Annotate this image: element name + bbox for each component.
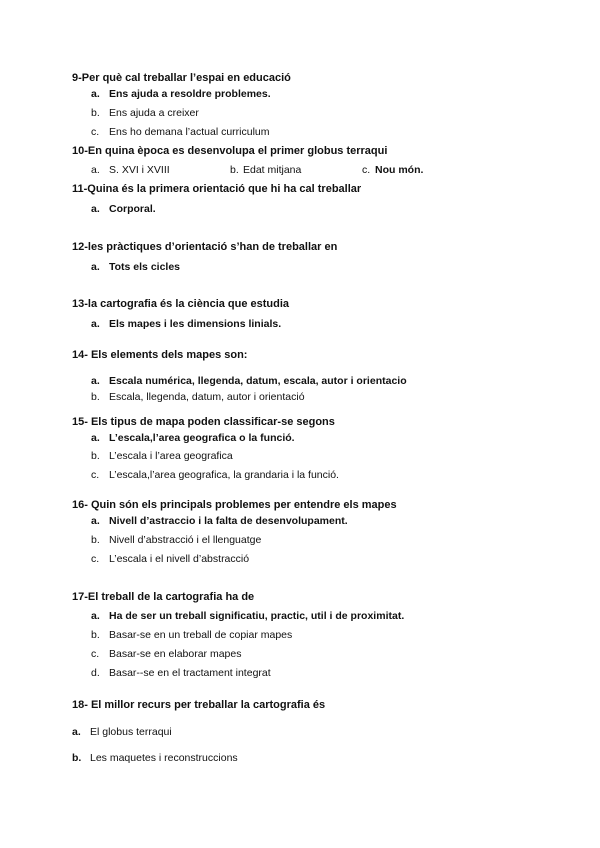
question-10-title: 10-En quina època es desenvolupa el primer globus terraqui — [72, 145, 388, 157]
question-17-option-a: a. Ha de ser un treball significatiu, practic, util i de proximitat. — [91, 610, 405, 622]
question-14-option-a: a. Escala numérica, llegenda, datum, escala, autor i orientacio — [91, 375, 407, 387]
question-9-option-b: b. Ens ajuda a creixer — [91, 107, 199, 119]
question-15-option-c: c. L’escala,l’area geografica, la grandaria i la funció. — [91, 469, 339, 481]
question-16-option-c: c. L’escala i el nivell d’abstracció — [91, 553, 250, 565]
question-18-option-b: b. Les maquetes i reconstruccions — [72, 752, 238, 764]
question-9-option-c: c. Ens ho demana l’actual curriculum — [91, 126, 270, 138]
question-14-title: 14- Els elements dels mapes son: — [72, 349, 248, 361]
question-10-option-b: b. Edat mitjana — [230, 164, 302, 176]
question-12-title: 12-les pràctiques d’orientació s’han de treballar en — [72, 241, 338, 253]
question-11-option-a: a. Corporal. — [91, 203, 156, 215]
question-12-option-a: a. Tots els cicles — [91, 261, 181, 273]
question-16-option-a: a. Nivell d’astraccio i la falta de desenvolupament. — [91, 515, 348, 527]
question-13-option-a: a. Els mapes i les dimensions linials. — [91, 318, 282, 330]
question-16-option-b: b. Nivell d’abstracció i el llenguatge — [91, 534, 262, 546]
question-17-option-b: b. Basar-se en un treball de copiar mapes — [91, 629, 293, 641]
question-9-option-a: a. Ens ajuda a resoldre problemes. — [91, 88, 271, 100]
question-9-title: 9-Per què cal treballar l’espai en educació — [72, 72, 291, 84]
question-18-option-a: a. El globus terraqui — [72, 726, 172, 738]
question-13-title: 13-la cartografia és la ciència que estudia — [72, 298, 290, 310]
question-15-option-a: a. L’escala,l’area geografica o la funció. — [91, 432, 295, 444]
question-15-option-b: b. L’escala i l’area geografica — [91, 450, 233, 462]
question-18-title: 18- El millor recurs per treballar la cartografia és — [72, 699, 326, 711]
question-10-option-a: a. S. XVI i XVIII — [91, 164, 170, 176]
question-14-option-b: b. Escala, llegenda, datum, autor i orientació — [91, 391, 305, 403]
question-15-title: 15- Els tipus de mapa poden classificar-se segons — [72, 416, 335, 428]
question-17-option-c: c. Basar-se en elaborar mapes — [91, 648, 242, 660]
question-16-title: 16- Quin són els principals problemes per entendre els mapes — [72, 499, 397, 511]
question-17-option-d: d. Basar--se en el tractament integrat — [91, 667, 271, 679]
question-10-option-c: c. Nou món. — [362, 164, 424, 176]
question-17-title: 17-El treball de la cartografia ha de — [72, 591, 255, 603]
question-11-title: 11-Quina és la primera orientació que hi ha cal treballar — [72, 183, 362, 195]
